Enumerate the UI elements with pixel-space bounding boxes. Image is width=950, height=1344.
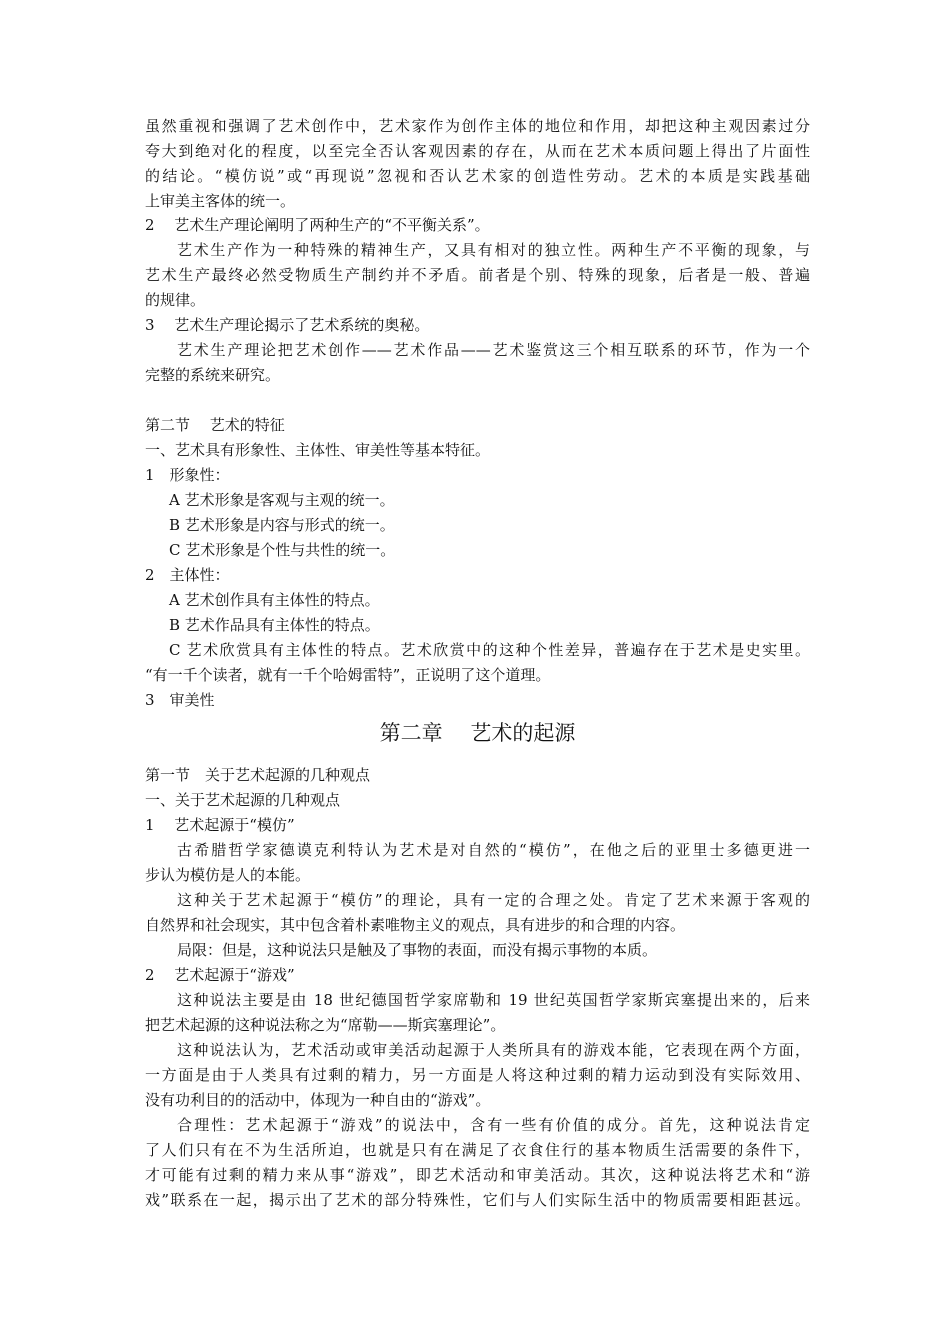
text-line: 的规律。 xyxy=(145,291,206,309)
text-line: 把艺术起源的这种说法称之为“席勒——斯宾塞理论”。 xyxy=(145,1016,506,1034)
text-line: 了人们只有在不为生活所迫，也就是只有在满足了衣食住行的基本物质生活需要的条件下， xyxy=(145,1141,810,1159)
paragraph-line: 艺术生产作为一种特殊的精神生产，又具有相对的独立性。两种生产不平衡的现象，与 xyxy=(177,241,810,259)
paragraph-line: 这种关于艺术起源于“模仿”的理论，具有一定的合理之处。肯定了艺术来源于客观的 xyxy=(177,891,810,909)
list-item-3: 3 审美性 xyxy=(145,691,215,709)
text-line: 一方面是由于人类具有过剩的精力，另一方面是人将这种过剩的精力运动到没有实际效用、 xyxy=(145,1066,810,1084)
text-line: 戏”联系在一起，揭示出了艺术的部分特殊性，它们与人们实际生活中的物质需要相距甚远。 xyxy=(145,1191,810,1209)
sub-item-b: B 艺术形象是内容与形式的统一。 xyxy=(169,516,395,534)
paragraph-line: 这种说法认为，艺术活动或审美活动起源于人类所具有的游戏本能，它表现在两个方面， xyxy=(177,1041,810,1059)
section-heading: 第一节 关于艺术起源的几种观点 xyxy=(145,766,371,784)
paragraph-line: 古希腊哲学家德谟克利特认为艺术是对自然的“模仿”，在他之后的亚里士多德更进一 xyxy=(177,841,810,859)
sub-item-a: A 艺术创作具有主体性的特点。 xyxy=(169,591,380,609)
list-item-1: 1 形象性： xyxy=(145,466,230,484)
paragraph-line: 艺术生产理论把艺术创作——艺术作品——艺术鉴赏这三个相互联系的环节，作为一个 xyxy=(177,341,810,359)
sub-item-c: C 艺术欣赏具有主体性的特点。艺术欣赏中的这种个性差异，普遍存在于艺术是史实里。 xyxy=(169,641,810,659)
section-heading: 第二节 艺术的特征 xyxy=(145,416,285,434)
list-item-2: 2 艺术起源于“游戏” xyxy=(145,966,295,984)
text-line: 上审美主客体的统一。 xyxy=(145,192,296,210)
paragraph-line: 合理性：艺术起源于“游戏”的说法中，含有一些有价值的成分。首先，这种说法肯定 xyxy=(177,1116,810,1134)
sub-item-a: A 艺术形象是客观与主观的统一。 xyxy=(169,491,395,509)
subsection-heading: 一、艺术具有形象性、主体性、审美性等基本特征。 xyxy=(145,441,491,459)
text-line: 的结论。“模仿说”或“再现说”忽视和否认艺术家的创造性劳动。艺术的本质是实践基础 xyxy=(145,167,810,185)
chapter-title: 第二章 艺术的起源 xyxy=(379,721,576,745)
text-line: 艺术生产最终必然受物质生产制约并不矛盾。前者是个别、特殊的现象，后者是一般、普遍 xyxy=(145,266,810,284)
text-line: 没有功利目的的活动中，体现为一种自由的“游戏”。 xyxy=(145,1091,491,1109)
paragraph-line: 局限：但是，这种说法只是触及了事物的表面，而没有揭示事物的本质。 xyxy=(177,941,658,959)
sub-item-b: B 艺术作品具有主体性的特点。 xyxy=(169,616,380,634)
text-line: 步认为模仿是人的本能。 xyxy=(145,866,311,884)
list-item-2: 2 艺术生产理论阐明了两种生产的“不平衡关系”。 xyxy=(145,216,490,234)
text-line: 才可能有过剩的精力来从事“游戏”，即艺术活动和审美活动。其次，这种说法将艺术和“游 xyxy=(145,1166,810,1184)
text-line: 夸大到绝对化的程度，以至完全否认客观因素的存在，从而在艺术本质问题上得出了片面性 xyxy=(145,142,810,160)
text-line: “有一千个读者，就有一千个哈姆雷特”，正说明了这个道理。 xyxy=(145,666,551,684)
text-line: 完整的系统来研究。 xyxy=(145,366,281,384)
text-line: 自然界和社会现实，其中包含着朴素唯物主义的观点，具有进步的和合理的内容。 xyxy=(145,916,686,934)
text-line: 虽然重视和强调了艺术创作中，艺术家作为创作主体的地位和作用，却把这种主观因素过分 xyxy=(145,117,810,135)
list-item-2: 2 主体性： xyxy=(145,566,230,584)
subsection-heading: 一、关于艺术起源的几种观点 xyxy=(145,791,341,809)
list-item-1: 1 艺术起源于“模仿” xyxy=(145,816,295,834)
list-item-3: 3 艺术生产理论揭示了艺术系统的奥秘。 xyxy=(145,316,430,334)
paragraph-line: 这种说法主要是由 18 世纪德国哲学家席勒和 19 世纪英国哲学家斯宾塞提出来的，后来 xyxy=(177,991,810,1009)
sub-item-c: C 艺术形象是个性与共性的统一。 xyxy=(169,541,396,559)
